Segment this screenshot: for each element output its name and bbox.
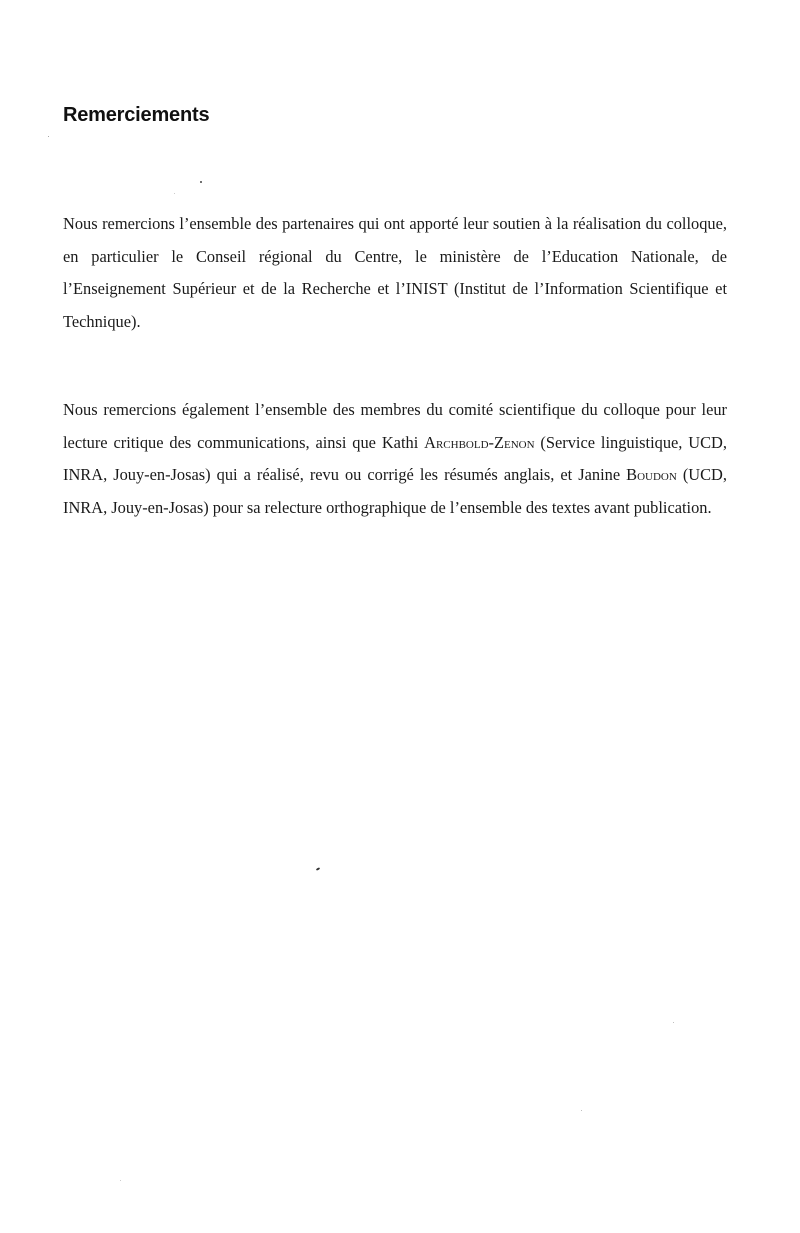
scan-speck [200, 181, 202, 183]
scan-speck [316, 867, 320, 871]
scan-speck [174, 193, 175, 194]
acknowledgement-paragraph-partners: Nous remercions l’ensemble des partenaires qui ont apporté leur soutien à la réalisation du colloque, en particulier le Conseil régional du Centre, le ministère de l’Education Nationale, de l’Enseignement Supérieur et de la Recherche et l’INIST (Institut de l’Information Scientifique et Technique). [63, 214, 727, 331]
scan-speck [48, 136, 49, 137]
page-title: Remerciements [63, 104, 210, 126]
scan-speck [673, 1022, 674, 1023]
paragraph-text-segment: (UCD, INRA, Jouy-en-Josas) pour sa relecture orthographique de l’ensemble des textes avant publication. [63, 465, 727, 517]
acknowledgement-paragraph-committee [63, 394, 727, 524]
person-name-boudon: Boudon [626, 465, 677, 484]
scan-speck [120, 1180, 121, 1181]
person-name-archbold-zenon: Archbold-Zenon [424, 432, 535, 452]
scan-speck [581, 1110, 582, 1111]
paragraph-text-segment: (Service linguistique, UCD, INRA, Jouy-en-Josas) qui a réalisé, revu ou corrigé les résumés anglais, et Janine [63, 432, 727, 484]
paragraph-text-segment: Nous remercions également l’ensemble des membres du comité scientifique du colloque pour leur lecture critique des communications, ainsi que Kathi [63, 400, 727, 452]
